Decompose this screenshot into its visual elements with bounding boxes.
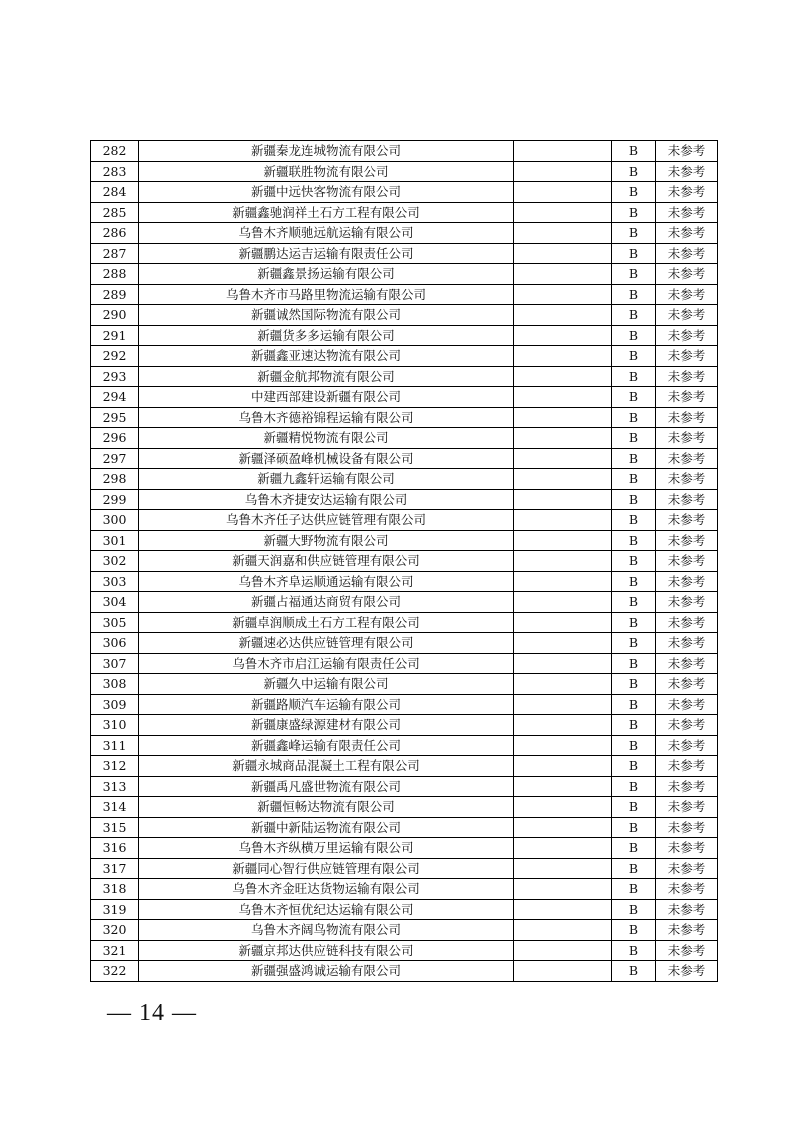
company-name: 新疆京邦达供应链科技有限公司 [139, 940, 514, 961]
table-row [91, 182, 718, 203]
blank-cell [514, 551, 612, 572]
remark: 未参考 [656, 530, 718, 551]
blank-cell [514, 879, 612, 900]
blank-cell [514, 571, 612, 592]
row-number: 284 [91, 182, 139, 203]
credit-grade: B [612, 407, 656, 428]
remark: 未参考 [656, 182, 718, 203]
row-number: 313 [91, 776, 139, 797]
blank-cell [514, 694, 612, 715]
table-row [91, 264, 718, 285]
table-body [91, 141, 718, 982]
credit-grade: B [612, 325, 656, 346]
company-name: 新疆诚然国际物流有限公司 [139, 305, 514, 326]
company-name: 新疆中远快客物流有限公司 [139, 182, 514, 203]
blank-cell [514, 182, 612, 203]
table-row [91, 448, 718, 469]
remark: 未参考 [656, 305, 718, 326]
page-number: — 14 — [107, 1000, 197, 1026]
row-number: 303 [91, 571, 139, 592]
blank-cell [514, 961, 612, 982]
blank-cell [514, 899, 612, 920]
remark: 未参考 [656, 899, 718, 920]
blank-cell [514, 612, 612, 633]
credit-grade: B [612, 715, 656, 736]
table-row [91, 735, 718, 756]
remark: 未参考 [656, 653, 718, 674]
remark: 未参考 [656, 940, 718, 961]
row-number: 306 [91, 633, 139, 654]
blank-cell [514, 202, 612, 223]
row-number: 308 [91, 674, 139, 695]
blank-cell [514, 305, 612, 326]
company-name: 新疆占福通达商贸有限公司 [139, 592, 514, 613]
remark: 未参考 [656, 202, 718, 223]
table-row [91, 694, 718, 715]
credit-grade: B [612, 448, 656, 469]
company-name: 新疆泽硕盈峰机械设备有限公司 [139, 448, 514, 469]
table-row [91, 776, 718, 797]
blank-cell [514, 940, 612, 961]
company-name: 新疆鑫峰运输有限责任公司 [139, 735, 514, 756]
blank-cell [514, 366, 612, 387]
blank-cell [514, 920, 612, 941]
table-row [91, 407, 718, 428]
credit-grade: B [612, 161, 656, 182]
blank-cell [514, 776, 612, 797]
table-row [91, 961, 718, 982]
blank-cell [514, 838, 612, 859]
credit-grade: B [612, 674, 656, 695]
blank-cell [514, 448, 612, 469]
company-name: 新疆强盛鸿诚运输有限公司 [139, 961, 514, 982]
table-row [91, 838, 718, 859]
remark: 未参考 [656, 858, 718, 879]
credit-grade: B [612, 141, 656, 162]
row-number: 290 [91, 305, 139, 326]
company-name: 新疆大野物流有限公司 [139, 530, 514, 551]
table-row [91, 817, 718, 838]
row-number: 322 [91, 961, 139, 982]
company-name: 新疆路顺汽车运输有限公司 [139, 694, 514, 715]
company-name: 乌鲁木齐市启江运输有限责任公司 [139, 653, 514, 674]
remark: 未参考 [656, 571, 718, 592]
row-number: 301 [91, 530, 139, 551]
company-name: 新疆鑫驰润祥土石方工程有限公司 [139, 202, 514, 223]
blank-cell [514, 510, 612, 531]
credit-grade: B [612, 264, 656, 285]
credit-grade: B [612, 633, 656, 654]
company-name: 乌鲁木齐纵横万里运输有限公司 [139, 838, 514, 859]
credit-grade: B [612, 182, 656, 203]
remark: 未参考 [656, 141, 718, 162]
table-row [91, 223, 718, 244]
row-number: 304 [91, 592, 139, 613]
row-number: 294 [91, 387, 139, 408]
blank-cell [514, 428, 612, 449]
table-row [91, 305, 718, 326]
company-name: 新疆天润嘉和供应链管理有限公司 [139, 551, 514, 572]
table-row [91, 325, 718, 346]
row-number: 289 [91, 284, 139, 305]
company-name: 新疆卓润顺成土石方工程有限公司 [139, 612, 514, 633]
company-name: 新疆货多多运输有限公司 [139, 325, 514, 346]
blank-cell [514, 387, 612, 408]
remark: 未参考 [656, 756, 718, 777]
remark: 未参考 [656, 838, 718, 859]
credit-grade: B [612, 489, 656, 510]
remark: 未参考 [656, 735, 718, 756]
blank-cell [514, 715, 612, 736]
company-name: 乌鲁木齐阜运顺通运输有限公司 [139, 571, 514, 592]
row-number: 288 [91, 264, 139, 285]
credit-grade: B [612, 940, 656, 961]
blank-cell [514, 469, 612, 490]
credit-grade: B [612, 838, 656, 859]
table-row [91, 920, 718, 941]
remark: 未参考 [656, 797, 718, 818]
table-row [91, 510, 718, 531]
remark: 未参考 [656, 161, 718, 182]
row-number: 283 [91, 161, 139, 182]
table-row [91, 633, 718, 654]
credit-grade: B [612, 612, 656, 633]
row-number: 297 [91, 448, 139, 469]
remark: 未参考 [656, 489, 718, 510]
credit-grade: B [612, 366, 656, 387]
table-row [91, 653, 718, 674]
company-name: 乌鲁木齐阔鸟物流有限公司 [139, 920, 514, 941]
company-name: 新疆鑫亚速达物流有限公司 [139, 346, 514, 367]
remark: 未参考 [656, 879, 718, 900]
blank-cell [514, 264, 612, 285]
credit-grade: B [612, 920, 656, 941]
credit-grade: B [612, 776, 656, 797]
credit-grade: B [612, 202, 656, 223]
row-number: 296 [91, 428, 139, 449]
remark: 未参考 [656, 428, 718, 449]
row-number: 319 [91, 899, 139, 920]
remark: 未参考 [656, 592, 718, 613]
table-row [91, 612, 718, 633]
table-row [91, 797, 718, 818]
blank-cell [514, 674, 612, 695]
row-number: 314 [91, 797, 139, 818]
table-row [91, 571, 718, 592]
remark: 未参考 [656, 387, 718, 408]
row-number: 315 [91, 817, 139, 838]
remark: 未参考 [656, 407, 718, 428]
credit-grade: B [612, 530, 656, 551]
blank-cell [514, 756, 612, 777]
company-name: 新疆永城商品混凝土工程有限公司 [139, 756, 514, 777]
blank-cell [514, 407, 612, 428]
company-name: 乌鲁木齐市马路里物流运输有限公司 [139, 284, 514, 305]
company-name: 新疆禹凡盛世物流有限公司 [139, 776, 514, 797]
row-number: 320 [91, 920, 139, 941]
table-row [91, 940, 718, 961]
table-row [91, 161, 718, 182]
company-name: 新疆恒畅达物流有限公司 [139, 797, 514, 818]
remark: 未参考 [656, 920, 718, 941]
blank-cell [514, 735, 612, 756]
remark: 未参考 [656, 264, 718, 285]
company-list-table [90, 140, 718, 982]
blank-cell [514, 530, 612, 551]
table-row [91, 530, 718, 551]
credit-grade: B [612, 223, 656, 244]
credit-grade: B [612, 469, 656, 490]
company-name: 乌鲁木齐恒优纪达运输有限公司 [139, 899, 514, 920]
row-number: 312 [91, 756, 139, 777]
company-name: 中建西部建设新疆有限公司 [139, 387, 514, 408]
company-name: 乌鲁木齐捷安达运输有限公司 [139, 489, 514, 510]
credit-grade: B [612, 756, 656, 777]
row-number: 321 [91, 940, 139, 961]
credit-grade: B [612, 817, 656, 838]
blank-cell [514, 633, 612, 654]
remark: 未参考 [656, 612, 718, 633]
remark: 未参考 [656, 776, 718, 797]
row-number: 310 [91, 715, 139, 736]
blank-cell [514, 858, 612, 879]
remark: 未参考 [656, 633, 718, 654]
row-number: 299 [91, 489, 139, 510]
company-name: 新疆金航邦物流有限公司 [139, 366, 514, 387]
blank-cell [514, 653, 612, 674]
company-name: 新疆联胜物流有限公司 [139, 161, 514, 182]
credit-grade: B [612, 653, 656, 674]
company-name: 新疆九鑫轩运输有限公司 [139, 469, 514, 490]
table-row [91, 346, 718, 367]
blank-cell [514, 223, 612, 244]
remark: 未参考 [656, 551, 718, 572]
credit-grade: B [612, 305, 656, 326]
blank-cell [514, 346, 612, 367]
credit-grade: B [612, 387, 656, 408]
row-number: 311 [91, 735, 139, 756]
company-name: 新疆鑫景扬运输有限公司 [139, 264, 514, 285]
credit-grade: B [612, 694, 656, 715]
company-name: 乌鲁木齐任子达供应链管理有限公司 [139, 510, 514, 531]
blank-cell [514, 325, 612, 346]
credit-grade: B [612, 879, 656, 900]
remark: 未参考 [656, 469, 718, 490]
table-row [91, 243, 718, 264]
company-name: 乌鲁木齐金旺达货物运输有限公司 [139, 879, 514, 900]
credit-grade: B [612, 284, 656, 305]
company-name: 乌鲁木齐顺驰远航运输有限公司 [139, 223, 514, 244]
table-row [91, 674, 718, 695]
remark: 未参考 [656, 223, 718, 244]
table-row [91, 469, 718, 490]
table-row [91, 715, 718, 736]
credit-grade: B [612, 961, 656, 982]
remark: 未参考 [656, 346, 718, 367]
credit-grade: B [612, 899, 656, 920]
remark: 未参考 [656, 510, 718, 531]
blank-cell [514, 592, 612, 613]
blank-cell [514, 161, 612, 182]
blank-cell [514, 817, 612, 838]
company-name: 新疆康盛绿源建材有限公司 [139, 715, 514, 736]
table-row [91, 366, 718, 387]
credit-grade: B [612, 797, 656, 818]
company-name: 乌鲁木齐德裕锦程运输有限公司 [139, 407, 514, 428]
company-name: 新疆中新陆运物流有限公司 [139, 817, 514, 838]
row-number: 300 [91, 510, 139, 531]
credit-grade: B [612, 858, 656, 879]
table-row [91, 858, 718, 879]
company-name: 新疆秦龙连城物流有限公司 [139, 141, 514, 162]
row-number: 291 [91, 325, 139, 346]
row-number: 286 [91, 223, 139, 244]
table-row [91, 899, 718, 920]
remark: 未参考 [656, 694, 718, 715]
table-row [91, 284, 718, 305]
remark: 未参考 [656, 325, 718, 346]
row-number: 287 [91, 243, 139, 264]
remark: 未参考 [656, 674, 718, 695]
table-row [91, 489, 718, 510]
remark: 未参考 [656, 715, 718, 736]
company-name: 新疆鹏达运吉运输有限责任公司 [139, 243, 514, 264]
blank-cell [514, 243, 612, 264]
credit-grade: B [612, 571, 656, 592]
credit-grade: B [612, 551, 656, 572]
company-name: 新疆久中运输有限公司 [139, 674, 514, 695]
table-row [91, 387, 718, 408]
company-name: 新疆同心智行供应链管理有限公司 [139, 858, 514, 879]
credit-grade: B [612, 346, 656, 367]
remark: 未参考 [656, 284, 718, 305]
company-name: 新疆精悦物流有限公司 [139, 428, 514, 449]
credit-grade: B [612, 428, 656, 449]
remark: 未参考 [656, 961, 718, 982]
credit-grade: B [612, 735, 656, 756]
table-row [91, 551, 718, 572]
row-number: 298 [91, 469, 139, 490]
row-number: 293 [91, 366, 139, 387]
blank-cell [514, 489, 612, 510]
remark: 未参考 [656, 243, 718, 264]
table-row [91, 202, 718, 223]
credit-grade: B [612, 510, 656, 531]
blank-cell [514, 141, 612, 162]
blank-cell [514, 797, 612, 818]
row-number: 318 [91, 879, 139, 900]
table-row [91, 428, 718, 449]
row-number: 305 [91, 612, 139, 633]
row-number: 295 [91, 407, 139, 428]
row-number: 302 [91, 551, 139, 572]
row-number: 282 [91, 141, 139, 162]
credit-grade: B [612, 592, 656, 613]
blank-cell [514, 284, 612, 305]
remark: 未参考 [656, 448, 718, 469]
remark: 未参考 [656, 366, 718, 387]
credit-grade: B [612, 243, 656, 264]
row-number: 307 [91, 653, 139, 674]
table-row [91, 141, 718, 162]
row-number: 292 [91, 346, 139, 367]
table-row [91, 592, 718, 613]
company-name: 新疆速必达供应链管理有限公司 [139, 633, 514, 654]
table-row [91, 756, 718, 777]
row-number: 309 [91, 694, 139, 715]
remark: 未参考 [656, 817, 718, 838]
row-number: 285 [91, 202, 139, 223]
row-number: 317 [91, 858, 139, 879]
row-number: 316 [91, 838, 139, 859]
table-row [91, 879, 718, 900]
